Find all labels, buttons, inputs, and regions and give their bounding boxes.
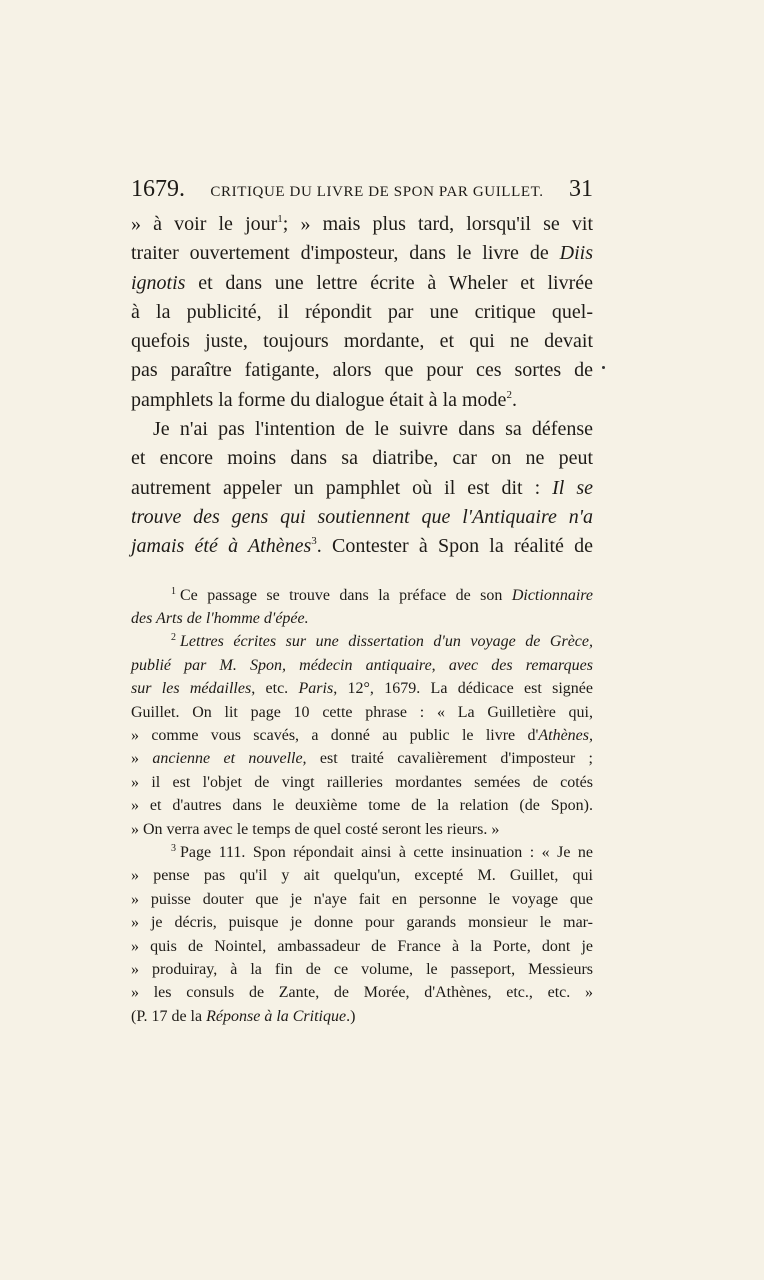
running-head-year: 1679. (131, 176, 185, 202)
text-line: traiter ouvertement d'imposteur, dans le livre de Diis (131, 242, 593, 265)
page (131, 176, 593, 1028)
body-text (131, 210, 593, 562)
footnote-1: $^1$ Ce passage se trouve dans la préface de son Dictionnaire des Arts de l'homme d'épée. (131, 585, 593, 627)
paragraph-2 (131, 415, 593, 561)
text-line: Je n'ai pas l'intention de le suivre dans sa défense (153, 418, 593, 441)
footnote-3: $^3$ Page 111. Spon répondait ainsi à cette insinuation : « Je ne » pense pas qu'il y ait quelqu'un, excepté M. Guillet, qui » puisse douter que je n'aye fait en personne le voyage que » je décris, puisque je donne pour garands monsieur le mar- » quis de Nointel, ambassadeur de France à la Porte, dont je » produiray, à la fin de ce volume, le passeport, Messieurs » les consuls de Zante, de Morée, d'Athènes, etc., etc. » (P. 17 de la Réponse à la Critique.) (131, 843, 593, 1025)
footnotes (131, 584, 593, 1029)
text-line: autrement appeler un pamphlet où il est dit : Il se (131, 476, 593, 499)
text-line: ignotis et dans une lettre écrite à Wheler et livrée (131, 271, 593, 294)
page-number: 31 (569, 176, 593, 202)
running-head-title: CRITIQUE DU LIVRE DE SPON PAR GUILLET. (210, 184, 544, 200)
text-line: pas paraître fatigante, alors que pour ces sortes de (131, 359, 593, 382)
text-line: et encore moins dans sa diatribe, car on ne peut (131, 447, 593, 470)
footnote-2: $^2$ Lettres écrites sur une dissertation d'un voyage de Grèce, publié par M. Spon, médecin antiquaire, avec des remarques sur les médailles, etc. Paris, 12°, 1679. La dédicace est signée Guillet. On lit page 10 cette phrase : « La Guilletière qui, » comme vous scavés, a donné au public le livre d'Athènes, » ancienne et nouvelle, est traité cavalièrement d'imposteur ; » il est l'objet de vingt railleries mordantes semées de cotés » et d'autres dans le deuxième tome de la relation (de Spon). » On verra avec le temps de quel costé seront les rieurs. » (131, 632, 594, 838)
margin-mark (602, 366, 605, 369)
text-line: à la publicité, il répondit par une critique quel- (131, 300, 593, 323)
text-line: quefois juste, toujours mordante, et qui ne devait (131, 330, 593, 353)
text-line: trouve des gens qui soutiennent que l'Antiquaire n'a (131, 505, 593, 528)
text-line: jamais été à Athènes$^3$. Contester à Spon la réalité de (131, 535, 593, 558)
paragraph-1 (131, 210, 593, 415)
text-line: » à voir le jour$^1$; » mais plus tard, lorsqu'il se vit (131, 213, 593, 235)
running-head (131, 176, 593, 206)
text-line: pamphlets la forme du dialogue était à la mode$^2$. (131, 388, 517, 411)
